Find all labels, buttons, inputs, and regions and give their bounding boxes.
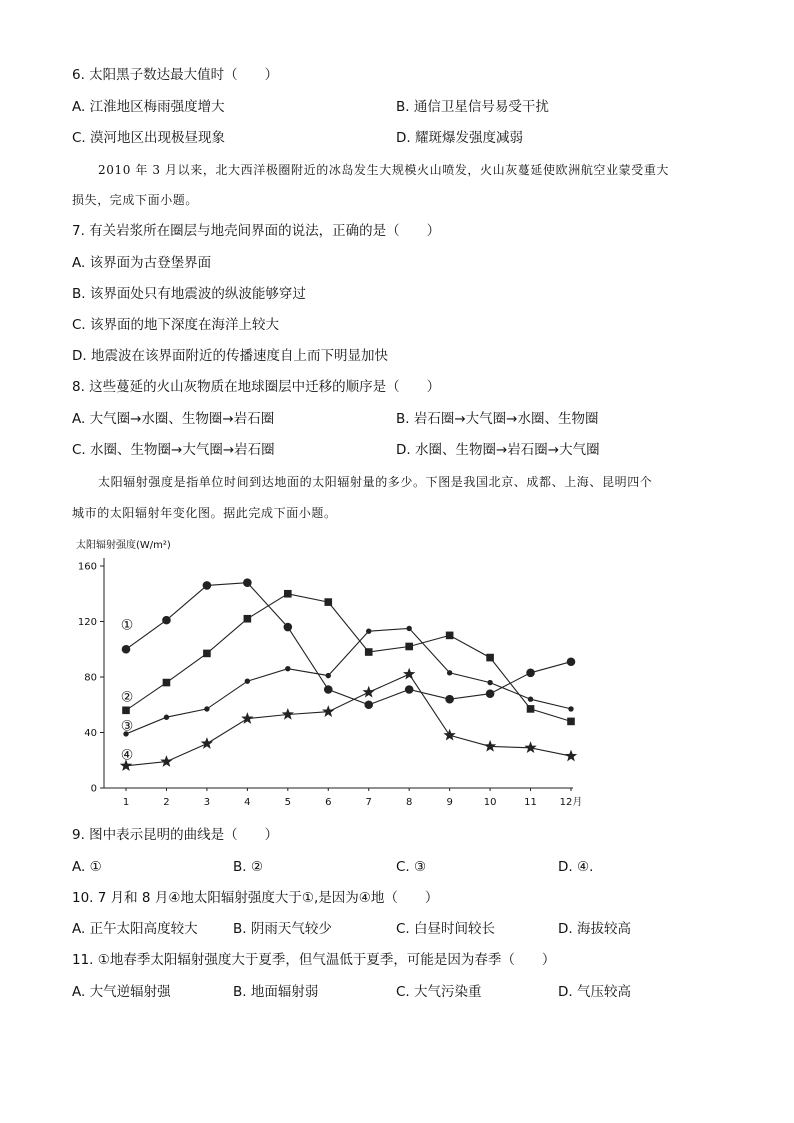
marker-square <box>365 648 373 656</box>
x-tick-label: 8 <box>405 797 413 808</box>
q8-option-c: C. 水圈、生物圈→大气圈→岩石圈 <box>72 442 275 458</box>
series-line-3 <box>126 628 571 734</box>
series-label-4: ④ <box>120 747 134 764</box>
marker-square <box>446 632 454 640</box>
marker-circle <box>486 689 495 698</box>
y-tick-label: 80 <box>84 672 97 684</box>
marker-star <box>524 741 536 753</box>
marker-square <box>567 718 575 726</box>
marker-dot <box>487 680 492 685</box>
x-tick-label: 4 <box>244 797 251 808</box>
q9-stem: 9. 图中表示昆明的曲线是（ ） <box>72 827 279 843</box>
solar-radiation-chart <box>68 534 598 814</box>
marker-dot <box>568 706 573 711</box>
marker-square <box>244 615 252 623</box>
q6-option-c: C. 漠河地区出现极昼现象 <box>72 130 226 146</box>
q7-stem: 7. 有关岩浆所在圈层与地壳间界面的说法，正确的是（ ） <box>72 223 441 239</box>
q7-option-a: A. 该界面为古登堡界面 <box>72 255 212 271</box>
q8-option-b: B. 岩石圈→大气圈→水圈、生物圈 <box>396 411 599 427</box>
marker-square <box>405 643 413 651</box>
x-tick-label: 2 <box>163 797 170 808</box>
marker-dot <box>366 629 371 634</box>
q9-option-a: A. ① <box>72 859 102 875</box>
marker-star <box>282 708 294 720</box>
q7-option-d: D. 地震波在该界面附近的传播速度自上而下明显加快 <box>72 348 388 364</box>
y-tick-label: 40 <box>84 728 97 739</box>
marker-star <box>403 668 415 680</box>
q10-option-b: B. 阴雨天气较少 <box>233 921 332 937</box>
passage-1-line-2: 损失，完成下面小题。 <box>72 193 199 207</box>
passage-2-line-1: 太阳辐射强度是指单位时间到达地面的太阳辐射量的多少。下图是我国北京、成都、上海、昆明四个 <box>98 475 653 489</box>
marker-dot <box>204 706 209 711</box>
marker-circle <box>162 616 171 625</box>
x-tick-label: 10 <box>483 797 497 808</box>
marker-dot <box>164 715 169 720</box>
q9-option-c: C. ③ <box>396 859 427 875</box>
marker-circle <box>526 669 535 678</box>
marker-star <box>484 740 496 752</box>
marker-circle <box>203 581 212 590</box>
q10-option-a: A. 正午太阳高度较大 <box>72 921 198 937</box>
q11-option-a: A. 大气逆辐射强 <box>72 984 171 1000</box>
marker-star <box>565 750 577 762</box>
y-tick-label: 160 <box>77 561 97 573</box>
x-tick-label: 12月 <box>559 797 583 808</box>
y-tick-label: 0 <box>90 783 97 795</box>
q11-stem: 11. ①地春季太阳辐射强度大于夏季，但气温低于夏季，可能是因为春季（ ） <box>72 952 556 968</box>
q10-option-c: C. 白昼时间较长 <box>396 921 496 937</box>
q11-option-d: D. 气压较高 <box>558 984 631 1000</box>
q6-option-a: A. 江淮地区梅雨强度增大 <box>72 99 225 115</box>
q7-option-c: C. 该界面的地下深度在海洋上较大 <box>72 317 280 333</box>
series-label-1: ① <box>120 617 134 634</box>
q9-option-b: B. ② <box>233 859 263 875</box>
marker-dot <box>406 626 411 631</box>
marker-dot <box>245 678 250 683</box>
marker-circle <box>567 657 576 666</box>
q10-option-d: D. 海拔较高 <box>558 921 631 937</box>
y-axis-label: 太阳辐射强度(W/m²) <box>76 540 171 551</box>
x-tick-label: 11 <box>524 797 537 808</box>
q7-option-b: B. 该界面处只有地震波的纵波能够穿过 <box>72 286 306 302</box>
x-tick-label: 7 <box>365 797 372 808</box>
q8-option-d: D. 水圈、生物圈→岩石圈→大气圈 <box>396 442 600 458</box>
marker-dot <box>285 666 290 671</box>
marker-dot <box>447 670 452 675</box>
q8-option-a: A. 大气圈→水圈、生物圈→岩石圈 <box>72 411 275 427</box>
marker-star <box>363 686 375 698</box>
marker-circle <box>284 623 293 632</box>
x-tick-label: 9 <box>446 797 453 808</box>
marker-circle <box>324 685 333 694</box>
marker-star <box>443 729 455 741</box>
marker-square <box>122 707 130 715</box>
marker-square <box>284 590 292 598</box>
q6-option-b: B. 通信卫星信号易受干扰 <box>396 99 549 115</box>
passage-2-line-2: 城市的太阳辐射年变化图。据此完成下面小题。 <box>72 506 337 520</box>
marker-square <box>163 679 171 687</box>
series-label-2: ② <box>120 689 134 706</box>
marker-square <box>527 705 535 713</box>
y-tick-label: 120 <box>77 617 97 628</box>
series-line-1 <box>126 583 571 705</box>
q8-stem: 8. 这些蔓延的火山灰物质在地球圈层中迁移的顺序是（ ） <box>72 379 441 395</box>
series-label-3: ③ <box>120 718 134 735</box>
marker-square <box>203 650 211 658</box>
q10-stem: 10. 7 月和 8 月④地太阳辐射强度大于①,是因为④地（ ） <box>72 890 439 906</box>
marker-square <box>486 654 494 662</box>
marker-circle <box>122 645 131 654</box>
marker-star <box>160 755 172 767</box>
marker-star <box>322 705 334 717</box>
marker-star <box>241 712 253 724</box>
marker-square <box>324 598 332 606</box>
x-tick-label: 1 <box>122 797 130 808</box>
marker-dot <box>528 697 533 702</box>
x-tick-label: 3 <box>203 797 211 808</box>
x-tick-label: 5 <box>284 797 292 808</box>
x-tick-label: 6 <box>325 797 332 808</box>
passage-1-line-1: 2010 年 3 月以来，北大西洋极圈附近的冰岛发生大规模火山喷发，火山灰蔓延使欧洲航空业蒙受重大 <box>98 163 670 177</box>
q6-stem: 6. 太阳黑子数达最大值时（ ） <box>72 67 279 83</box>
marker-star <box>201 737 213 749</box>
marker-circle <box>445 695 454 704</box>
q11-option-c: C. 大气污染重 <box>396 984 482 1000</box>
marker-dot <box>326 673 331 678</box>
q9-option-d: D. ④. <box>558 859 594 875</box>
marker-circle <box>364 700 373 709</box>
q11-option-b: B. 地面辐射弱 <box>233 984 319 1000</box>
q6-option-d: D. 耀斑爆发强度减弱 <box>396 130 523 146</box>
marker-circle <box>243 578 252 587</box>
marker-circle <box>405 685 414 694</box>
